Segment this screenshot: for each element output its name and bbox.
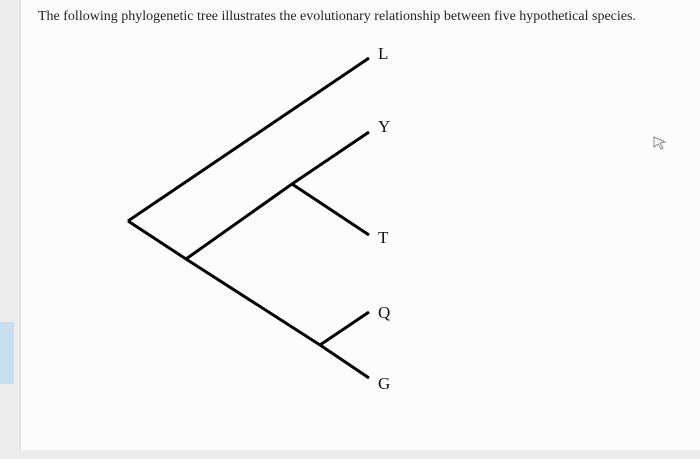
branch-YT-to-Y (292, 132, 369, 184)
species-label-T: T (378, 228, 389, 247)
species-label-Q: Q (378, 303, 391, 322)
question-text: The following phylogenetic tree illustrates the evolutionary relationship between five hypothetical species. (38, 9, 636, 24)
branch-clade-to-YT (186, 184, 292, 259)
species-label-Y: Y (378, 117, 391, 136)
branch-QG-to-Q (320, 312, 369, 345)
branch-QG-to-G (320, 345, 369, 378)
branch-YT-to-T (292, 184, 369, 235)
mouse-pointer-icon (653, 136, 669, 150)
branch-root-to-clade (128, 221, 186, 259)
species-label-G: G (378, 374, 391, 393)
branch-clade-to-QG (186, 259, 320, 345)
branch-root-to-L (128, 58, 369, 221)
species-label-L: L (378, 44, 389, 63)
